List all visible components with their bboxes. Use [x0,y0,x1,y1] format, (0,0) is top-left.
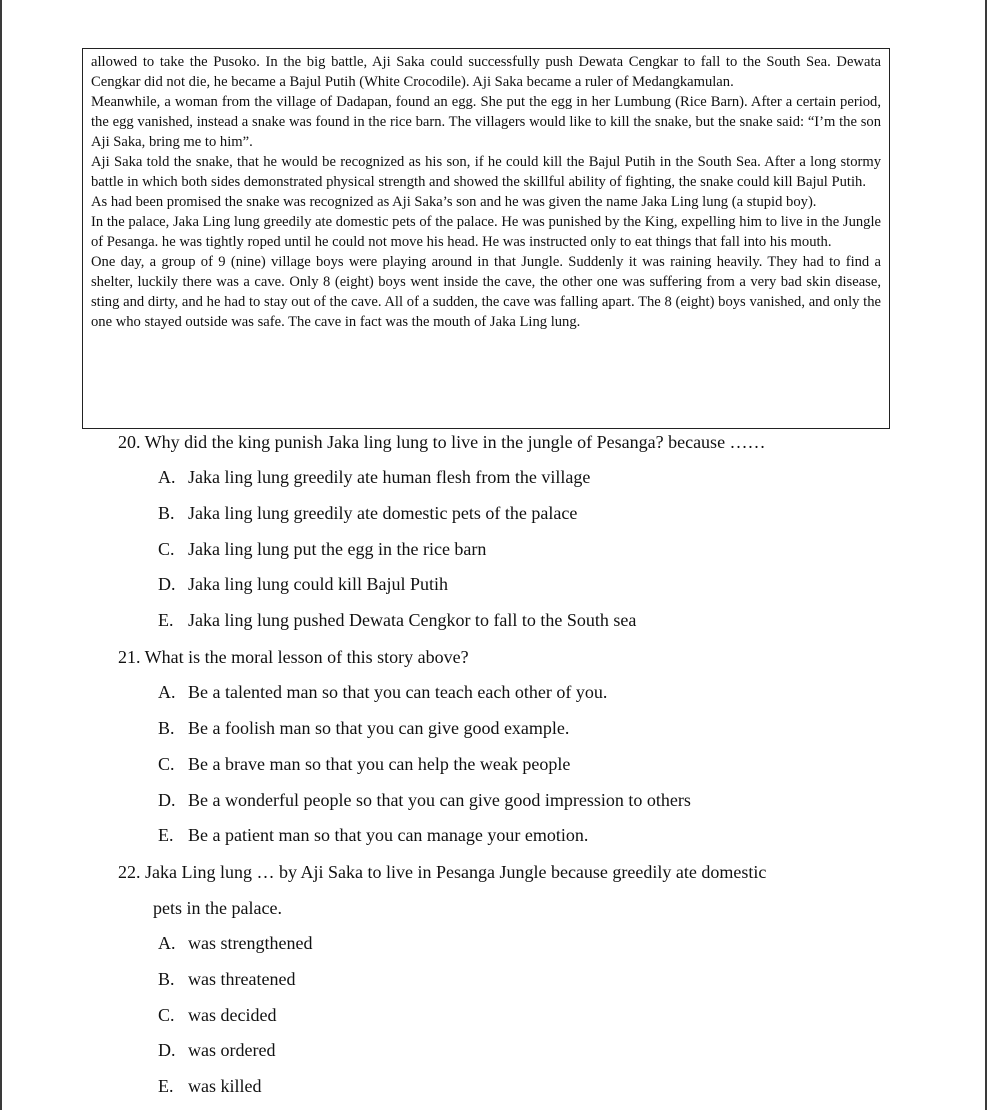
passage-paragraph: As had been promised the snake was recognized as Aji Saka’s son and he was given the name Jaka Ling lung (a stupid boy). [91,194,817,210]
option-letter: D. [158,574,176,594]
passage-paragraph: Meanwhile, a woman from the village of Dadapan, found an egg. She put the egg in her Lumbung (Rice Barn). After a certain period, the egg vanished, instead a snake was found in the rice barn. The villagers would like to kill the snake, but the snake said: “I’m the son Aji Saka, bring me to him”. [91,94,881,150]
option-text: was ordered [188,1040,276,1060]
option-text: Jaka ling lung greedily ate domestic pets of the palace [188,503,578,523]
question-22-option-e[interactable] [158,1074,262,1098]
question-21-stem: 21. What is the moral lesson of this story above? [118,647,469,667]
passage-paragraph: In the palace, Jaka Ling lung greedily ate domestic pets of the palace. He was punished by the King, expelling him to live in the Jungle of Pesanga. he was tightly roped until he could not move his head. He was instructed only to eat things that fall into his mouth. [91,214,881,250]
question-22-option-d[interactable] [158,1038,275,1062]
option-text: Be a wonderful people so that you can give good impression to others [188,790,691,810]
question-20-option-a[interactable] [158,465,590,489]
option-text: Jaka ling lung pushed Dewata Cengkor to fall to the South sea [188,610,637,630]
page-edge-left [0,0,2,1110]
option-text: was decided [188,1005,277,1025]
option-text: Be a patient man so that you can manage your emotion. [188,825,589,845]
question-20-option-b[interactable] [158,501,577,525]
option-letter: E. [158,1076,174,1096]
question-22-stem-continuation: pets in the palace. [153,898,282,918]
question-22-stem: 22. Jaka Ling lung … by Aji Saka to live in Pesanga Jungle because greedily ate domestic [118,862,767,882]
question-20-option-d[interactable] [158,572,448,596]
option-letter: E. [158,825,174,845]
option-text: was killed [188,1076,262,1096]
option-text: was strengthened [188,933,313,953]
passage-paragraph: Aji Saka told the snake, that he would be recognized as his son, if he could kill the Bajul Putih in the South Sea. After a long stormy battle in which both sides demonstrated physical strength and showed the skillful ability of fighting, the snake could kill Bajul Putih. [91,154,881,190]
option-letter: A. [158,467,176,487]
question-21-option-a[interactable] [158,680,607,704]
option-letter: C. [158,754,175,774]
question-21-option-d[interactable] [158,788,691,812]
option-letter: E. [158,610,174,630]
option-text: Jaka ling lung put the egg in the rice barn [188,539,487,559]
question-22-option-c[interactable] [158,1003,276,1027]
option-letter: B. [158,969,175,989]
option-letter: C. [158,539,175,559]
passage-paragraph: One day, a group of 9 (nine) village boys were playing around in that Jungle. Suddenly it was raining heavily. They had to find a shelter, luckily there was a cave. Only 8 (eight) boys went inside the cave, the other one was suffering from a very bad skin disease, sting and dirty, and he had to stay out of the cave. All of a sudden, the cave was falling apart. The 8 (eight) boys vanished, and only the one who stayed outside was safe. The cave in fact was the mouth of Jaka Ling lung. [91,254,881,330]
option-letter: A. [158,933,176,953]
option-letter: B. [158,718,175,738]
question-22-option-b[interactable] [158,967,295,991]
option-letter: B. [158,503,175,523]
option-letter: D. [158,1040,176,1060]
option-letter: D. [158,790,176,810]
reading-passage-box [82,48,890,429]
option-text: Be a talented man so that you can teach each other of you. [188,682,608,702]
option-text: Jaka ling lung could kill Bajul Putih [188,574,448,594]
question-20-option-c[interactable] [158,537,486,561]
option-letter: C. [158,1005,175,1025]
question-20-option-e[interactable] [158,608,636,632]
question-21-option-b[interactable] [158,716,569,740]
option-text: Be a foolish man so that you can give good example. [188,718,570,738]
question-21-option-e[interactable] [158,823,588,847]
option-letter: A. [158,682,176,702]
question-20-stem: 20. Why did the king punish Jaka ling lung to live in the jungle of Pesanga? because …… [118,432,766,452]
question-22-option-a[interactable] [158,931,312,955]
passage-paragraph: allowed to take the Pusoko. In the big battle, Aji Saka could successfully push Dewata Cengkar to fall to the South Sea. Dewata Cengkar did not die, he became a Bajul Putih (White Crocodile). Aji Saka became a ruler of Medangkamulan. [91,54,881,90]
question-21-option-c[interactable] [158,752,570,776]
option-text: Be a brave man so that you can help the weak people [188,754,571,774]
option-text: Jaka ling lung greedily ate human flesh from the village [188,467,591,487]
option-text: was threatened [188,969,296,989]
